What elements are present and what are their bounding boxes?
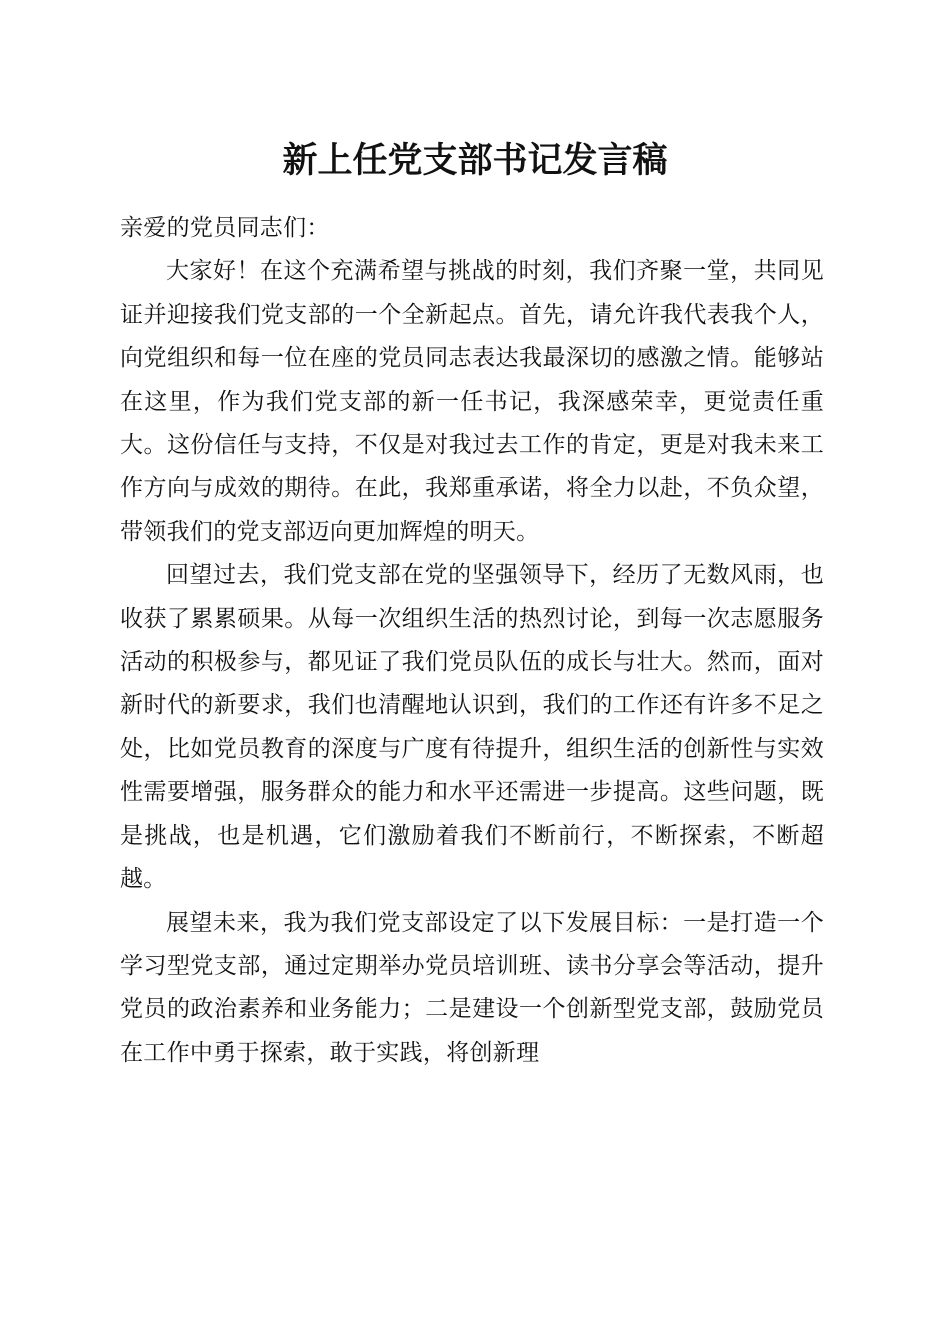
salutation: 亲爱的党员同志们： <box>120 215 330 241</box>
speech-body <box>120 207 824 1075</box>
page-title: 新上任党支部书记发言稿 <box>282 140 668 181</box>
paragraph-retrospect: 回望过去，我们党支部在党的坚强领导下，经历了无数风雨，也收获了累累硕果。从每一次组织生活的热烈讨论，到每一次志愿服务活动的积极参与，都见证了我们党员队伍的成长与壮大。然而，面对新时代的新要求，我们也清醒地认识到，我们的工作还有许多不足之处，比如党员教育的深度与广度有待提升，组织生活的创新性与实效性需要增强，服务群众的能力和水平还需进一步提高。这些问题，既是挑战，也是机遇，它们激励着我们不断前行，不断探索，不断超越。 <box>120 562 824 893</box>
paragraph-outlook: 展望未来，我为我们党支部设定了以下发展目标：一是打造一个学习型党支部，通过定期举办党员培训班、读书分享会等活动，提升党员的政治素养和业务能力；二是建设一个创新型党支部，鼓励党员在工作中勇于探索，敢于实践，将创新理 <box>120 909 824 1066</box>
paragraph-greeting: 大家好！在这个充满希望与挑战的时刻，我们齐聚一堂，共同见证并迎接我们党支部的一个全新起点。首先，请允许我代表我个人，向党组织和每一位在座的党员同志表达我最深切的感激之情。能够站在这里，作为我们党支部的新一任书记，我深感荣幸，更觉责任重大。这份信任与支持，不仅是对我过去工作的肯定，更是对我未来工作方向与成效的期待。在此，我郑重承诺，将全力以赴，不负众望，带领我们的党支部迈向更加辉煌的明天。 <box>120 258 824 545</box>
